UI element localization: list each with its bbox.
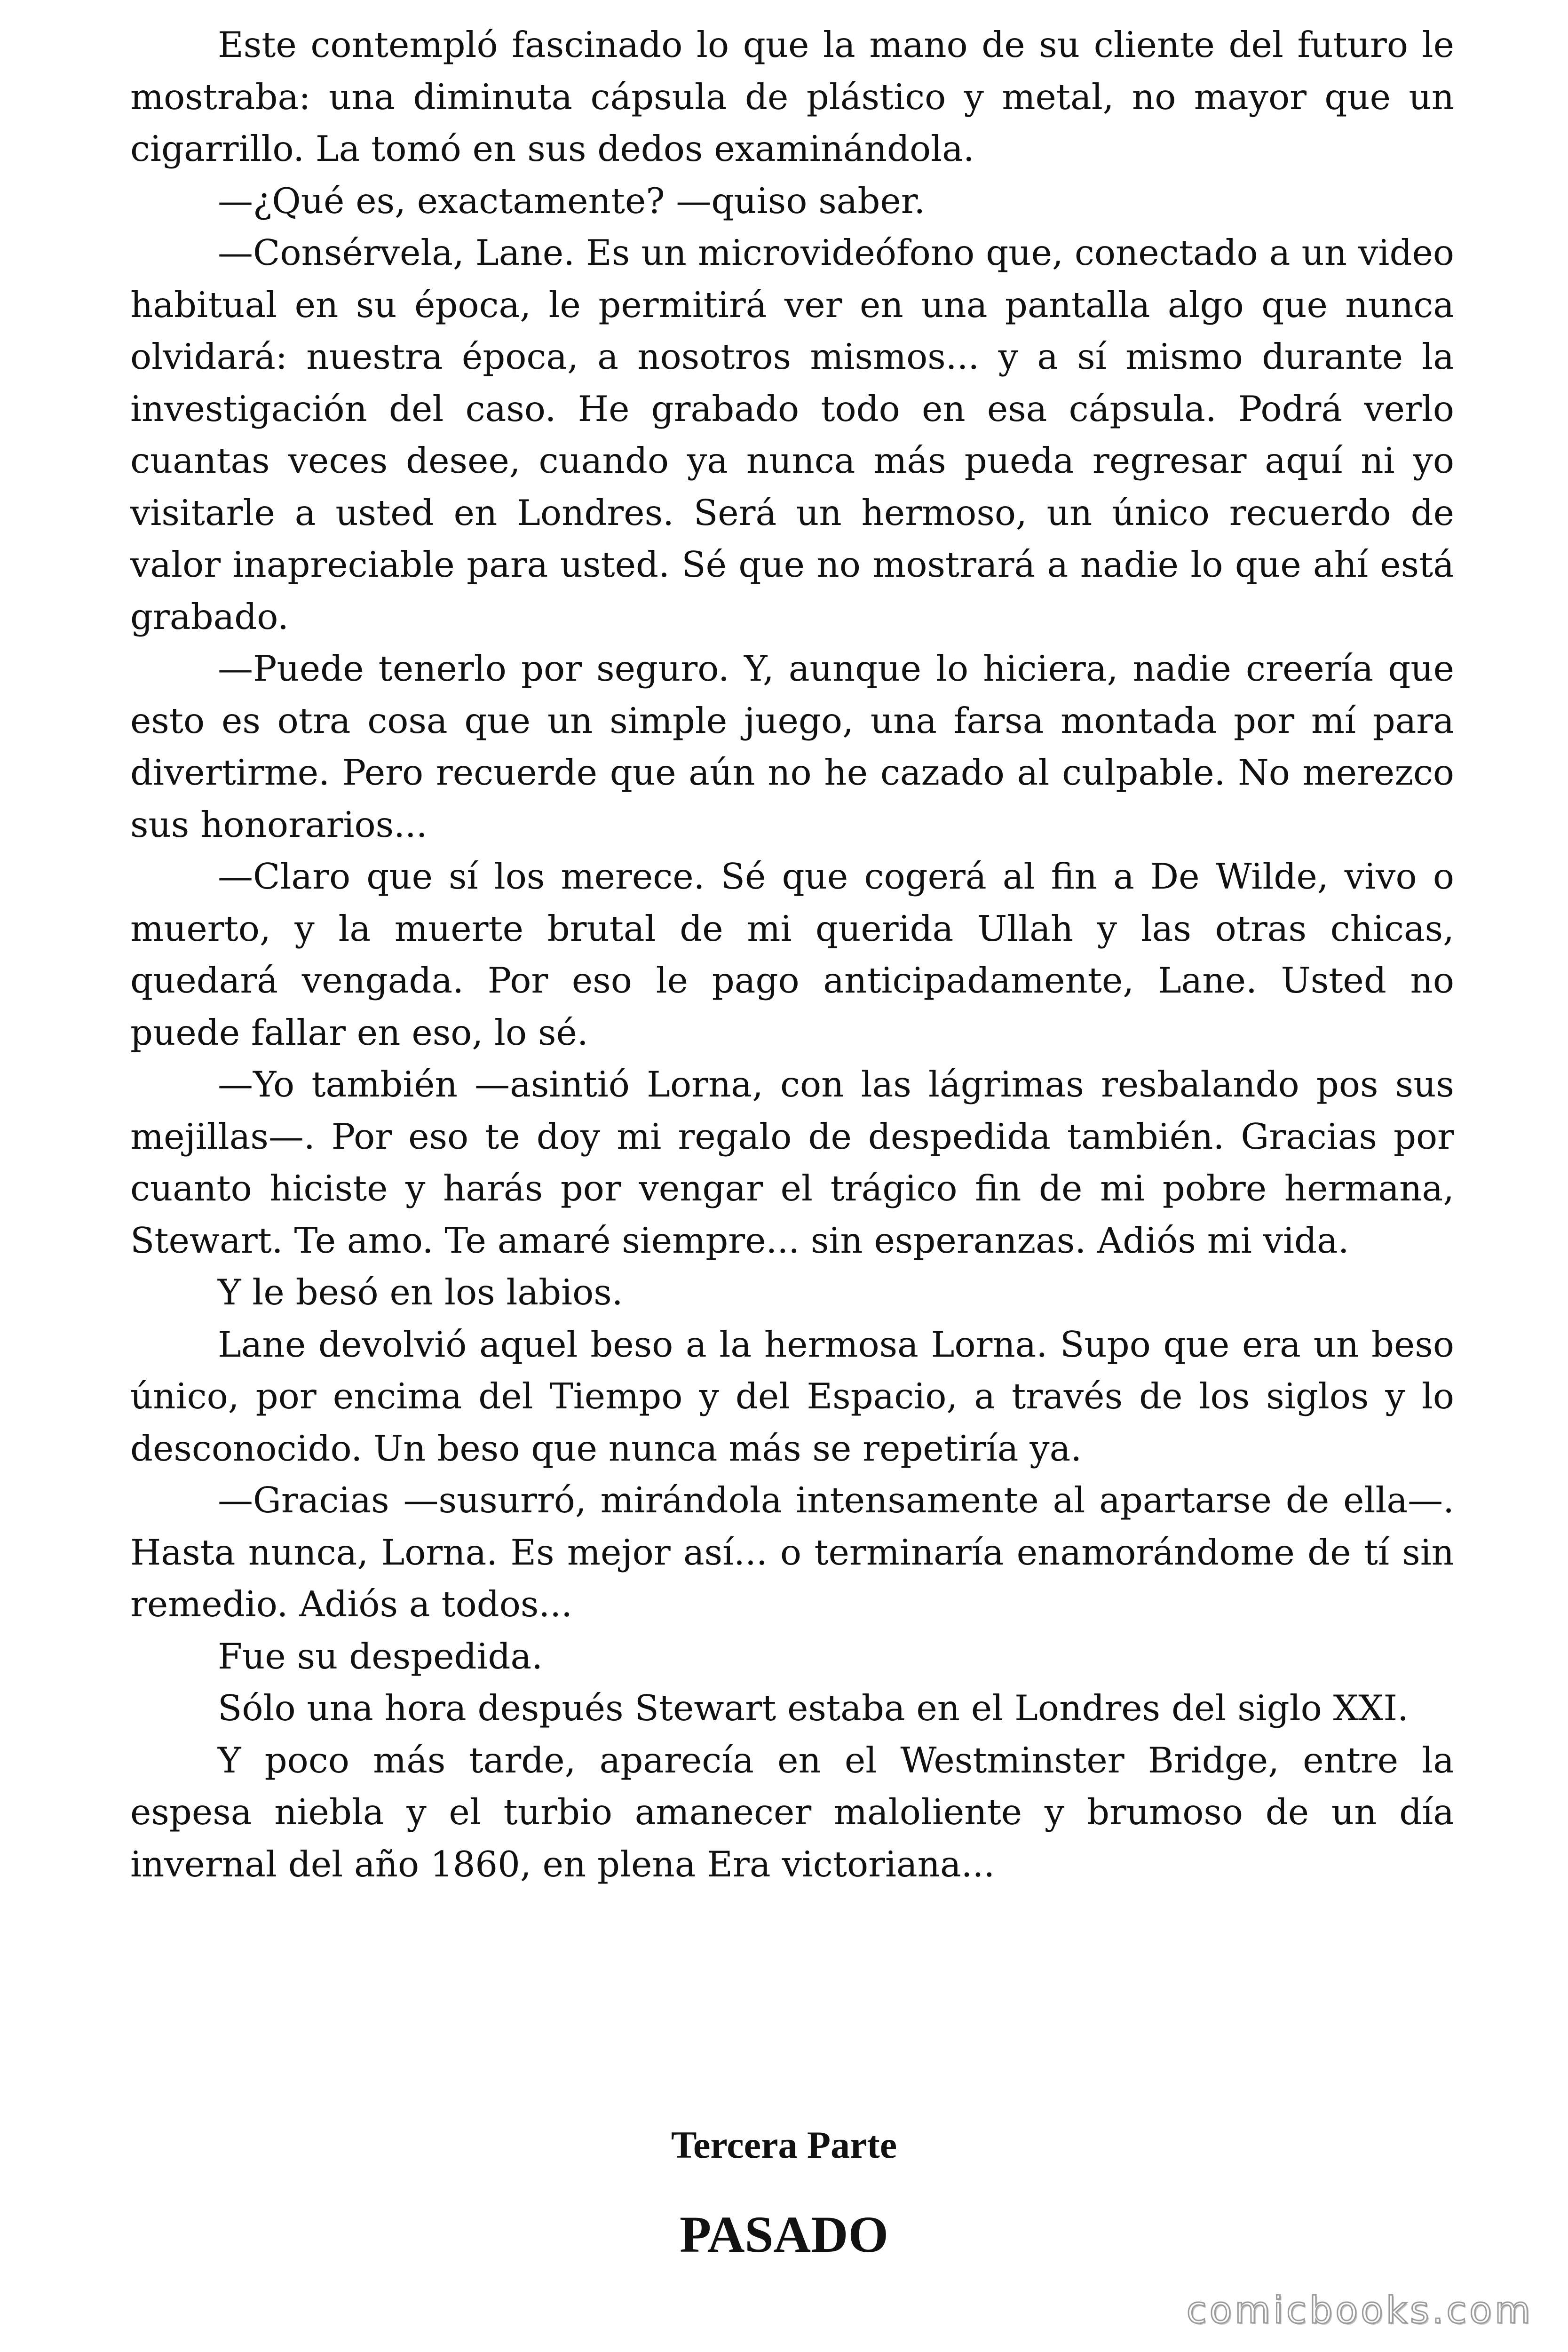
paragraph: Y le besó en los labios. — [218, 1271, 623, 1313]
paragraph: Este contempló fascinado lo que la mano de su cliente del futuro le mostraba: una diminuta cápsula de plástico y metal, no mayor que un cigarrillo. La tomó en sus dedos examinándola. — [130, 24, 1454, 169]
paragraph: —¿Qué es, exactamente? —quiso saber. — [218, 180, 926, 222]
paragraph: —Consérvela, Lane. Es un microvideófono que, conectado a un video habitual en su época, le permitirá ver en una pantalla algo que nunca olvidará: nuestra época, a nosotros mismos... y a sí mismo durante la investigación del caso. He grabado todo en esa cápsula. Podrá verlo cuantas veces desee, cuando ya nunca más pueda regresar aquí ni yo visitarle a usted en Londres. Será un hermoso, un único recuerdo de valor inapreciable para usted. Sé que no mostrará a nadie lo que ahí está grabado. — [130, 232, 1454, 637]
paragraph: —Claro que sí los merece. Sé que cogerá al fin a De Wilde, vivo o muerto, y la muerte brutal de mi querida Ullah y las otras chicas, quedará vengada. Por eso le pago anticipadamente, Lane. Usted no puede fallar en eso, lo sé. — [130, 856, 1454, 1053]
part-title: PASADO — [679, 2206, 889, 2263]
paragraph: —Yo también —asintió Lorna, con las lágrimas resbalando pos sus mejillas—. Por eso te doy mi regalo de despedida también. Gracias por cuanto hiciste y harás por vengar el trágico fin de mi pobre hermana, Stewart. Te amo. Te amaré siempre... sin esperanzas. Adiós mi vida. — [130, 1064, 1454, 1261]
paragraph: Y poco más tarde, aparecía en el Westminster Bridge, entre la espesa niebla y el turbio amanecer maloliente y brumoso de un día invernal del año 1860, en plena Era victoriana... — [130, 1739, 1454, 1885]
body-text — [130, 19, 1454, 1890]
paragraph: Lane devolvió aquel beso a la hermosa Lorna. Supo que era un beso único, por encima del Tiempo y del Espacio, a través de los siglos y lo desconocido. Un beso que nunca más se repetiría ya. — [130, 1323, 1454, 1469]
paragraph: Fue su despedida. — [218, 1635, 543, 1677]
part-label: Tercera Parte — [671, 2123, 897, 2166]
watermark: comicbooks.com — [1186, 2289, 1533, 2332]
paragraph: —Gracias —susurró, mirándola intensamente al apartarse de ella—. Hasta nunca, Lorna. Es mejor así... o terminaría enamorándome de tí sin remedio. Adiós a todos... — [130, 1479, 1454, 1625]
paragraph: —Puede tenerlo por seguro. Y, aunque lo hiciera, nadie creería que esto es otra cosa que un simple juego, una farsa montada por mí para divertirme. Pero recuerde que aún no he cazado al culpable. No merezco sus honorarios... — [130, 648, 1454, 845]
paragraph: Sólo una hora después Stewart estaba en el Londres del siglo XXI. — [218, 1687, 1409, 1729]
